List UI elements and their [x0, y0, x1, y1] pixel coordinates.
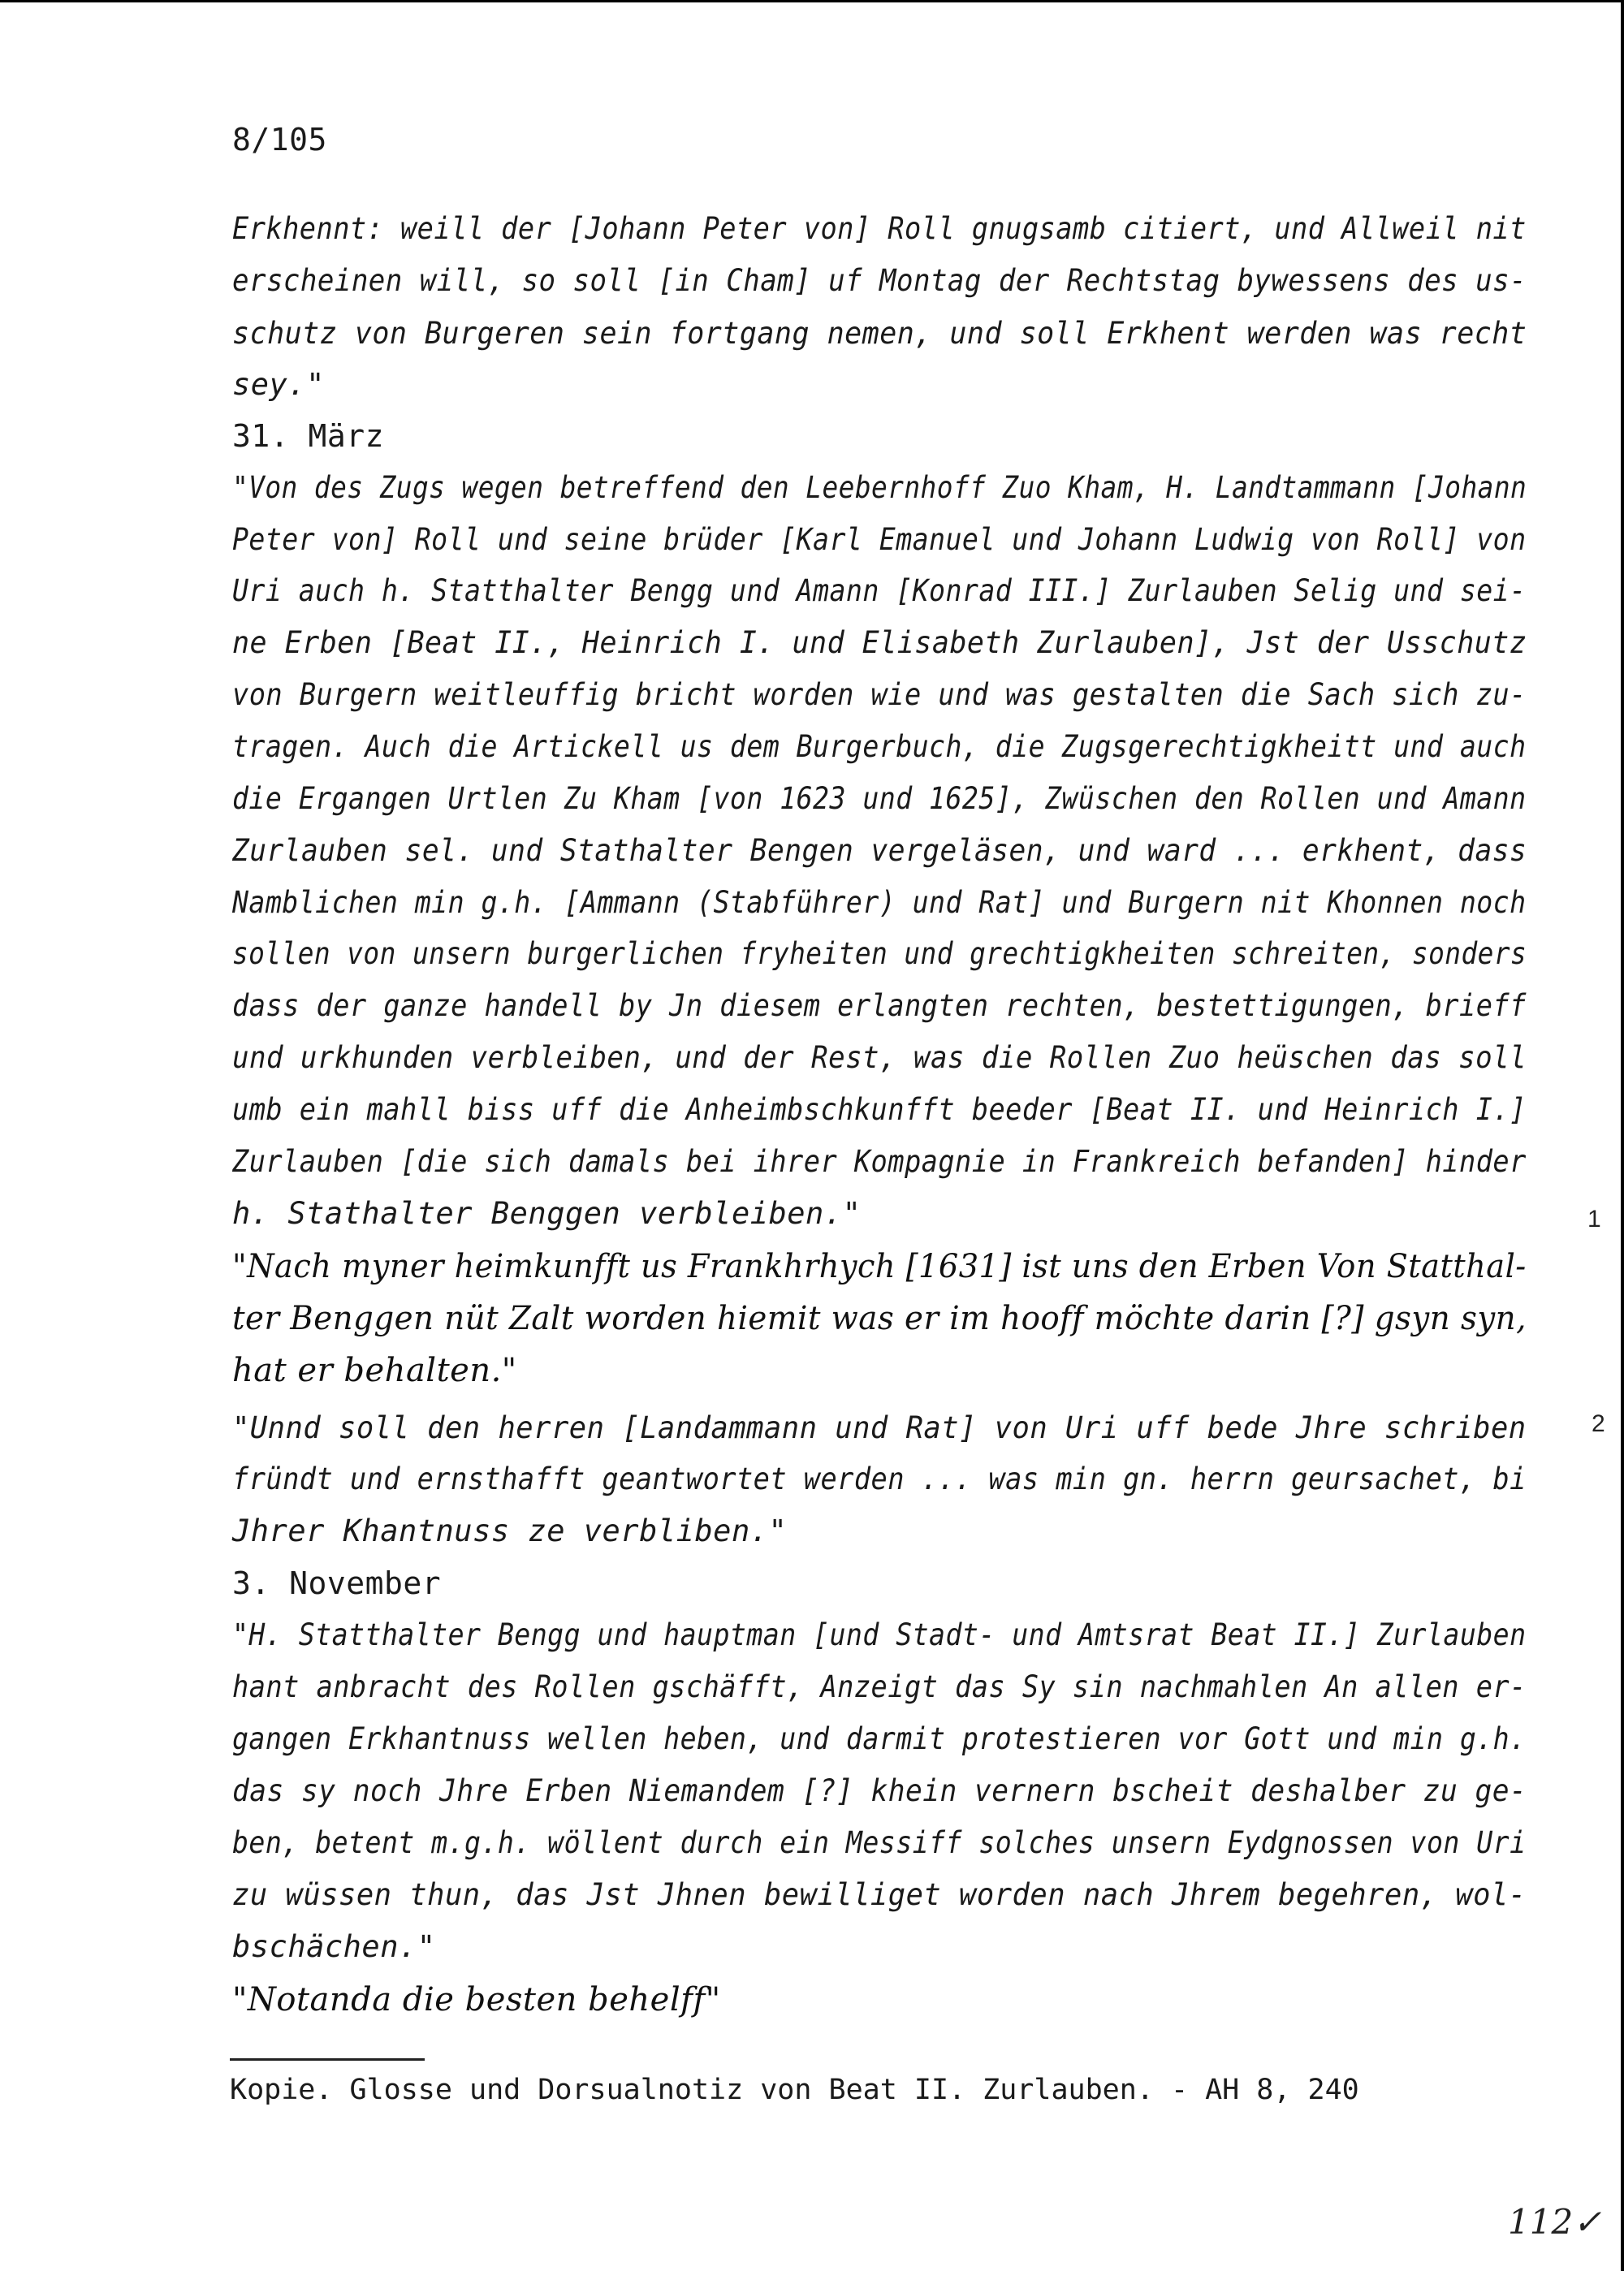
text-line: hant anbracht des Rollen gschäfft, Anzeigt das Sy sin nachmahlen An allen er- [232, 1669, 1527, 1704]
text-line: zu wüssen thun, das Jst Jhnen bewilliget worden nach Jhrem begehren, wol- [232, 1877, 1527, 1912]
text-line: ne Erben [Beat II., Heinrich I. und Elisabeth Zurlauben], Jst der Usschutz [232, 625, 1527, 660]
text-line: die Ergangen Urtlen Zu Kham [von 1623 und 1625], Zwüschen den Rollen und Amann [232, 781, 1527, 816]
text-line: Jhrer Khantnuss ze verbliben." [232, 1513, 788, 1548]
right-border [1621, 0, 1624, 2271]
text-line: h. Stathalter Benggen verbleiben." [232, 1196, 862, 1231]
text-line: umb ein mahll biss uff die Anheimbschkunfft beeder [Beat II. und Heinrich I.] [232, 1092, 1527, 1127]
footnote: Kopie. Glosse und Dorsualnotiz von Beat II. Zurlauben. - AH 8, 240 [230, 2074, 1359, 2106]
margin-mark-2: 2 [1592, 1410, 1605, 1437]
text-line: sey." [232, 367, 325, 402]
text-line: Zurlauben [die sich damals bei ihrer Kompagnie in Frankreich befanden] hinder [232, 1144, 1527, 1179]
text-line: Uri auch h. Statthalter Bengg und Amann [Konrad III.] Zurlauben Selig und sei- [232, 573, 1527, 608]
text-line: Namblichen min g.h. [Ammann (Stabführer) und Rat] und Burgern nit Khonnen noch [232, 885, 1527, 920]
text-line: erscheinen will, so soll [in Cham] uf Montag der Rechtstag bywessens des us- [232, 263, 1527, 298]
text-line: "Von des Zugs wegen betreffend den Leebernhoff Zuo Kham, H. Landtammann [Johann [232, 470, 1527, 505]
text-line: hat er behalten." [232, 1352, 517, 1389]
text-line: 31. März [232, 418, 385, 454]
text-line: 3. November [232, 1565, 442, 1601]
text-line: und urkhunden verbleiben, und der Rest, was die Rollen Zuo heüschen das soll [232, 1040, 1527, 1075]
text-line: tragen. Auch die Artickell us dem Burgerbuch, die Zugsgerechtigkheitt und auch [232, 729, 1527, 764]
text-line: das sy noch Jhre Erben Niemandem [?] khein vernern bscheit deshalber zu ge- [232, 1773, 1527, 1808]
text-line: gangen Erkhantnuss wellen heben, und darmit protestieren vor Gott und min g.h. [232, 1721, 1527, 1756]
text-line: fründt und ernsthafft geantwortet werden ... was min gn. herrn geursachet, bi [232, 1461, 1527, 1496]
text-line: "Nach myner heimkunfft us Frankhrhych [1631] ist uns den Erben Von Statthal- [232, 1248, 1527, 1285]
text-line: ter Benggen nüt Zalt worden hiemit was er im hooff möchte darin [?] gsyn syn, [232, 1300, 1527, 1337]
top-border [0, 0, 1624, 2]
text-line: ben, betent m.g.h. wöllent durch ein Messiff solches unsern Eydgnossen von Uri [232, 1825, 1527, 1860]
text-line: Zurlauben sel. und Stathalter Bengen vergeläsen, und ward ... erkhent, dass [232, 833, 1527, 868]
margin-mark-1: 1 [1587, 1206, 1601, 1233]
footnote-rule [230, 2058, 425, 2061]
text-line: sollen von unsern burgerlichen fryheiten und grechtigkheiten schreiten, sonders [232, 936, 1527, 971]
text-line: "H. Statthalter Bengg und hauptman [und Stadt- und Amtsrat Beat II.] Zurlauben [232, 1617, 1527, 1652]
text-line: Peter von] Roll und seine brüder [Karl Emanuel und Johann Ludwig von Roll] von [232, 522, 1527, 557]
text-line: "Notanda die besten behelff" [232, 1981, 721, 2018]
page-corner-number: 112✓ [1508, 2202, 1602, 2242]
text-line: "Unnd soll den herren [Landammann und Rat] von Uri uff bede Jhre schriben [232, 1410, 1527, 1445]
text-line: von Burgern weitleuffig bricht worden wie und was gestalten die Sach sich zu- [232, 677, 1527, 712]
page-reference: 8/105 [232, 122, 327, 158]
text-line: bschächen." [232, 1929, 436, 1964]
text-line: Erkhennt: weill der [Johann Peter von] Roll gnugsamb citiert, und Allweil nit [232, 211, 1527, 246]
text-line: dass der ganze handell by Jn diesem erlangten rechten, bestettigungen, brieff [232, 988, 1527, 1023]
text-line: schutz von Burgeren sein fortgang nemen, und soll Erkhent werden was recht [232, 316, 1527, 351]
